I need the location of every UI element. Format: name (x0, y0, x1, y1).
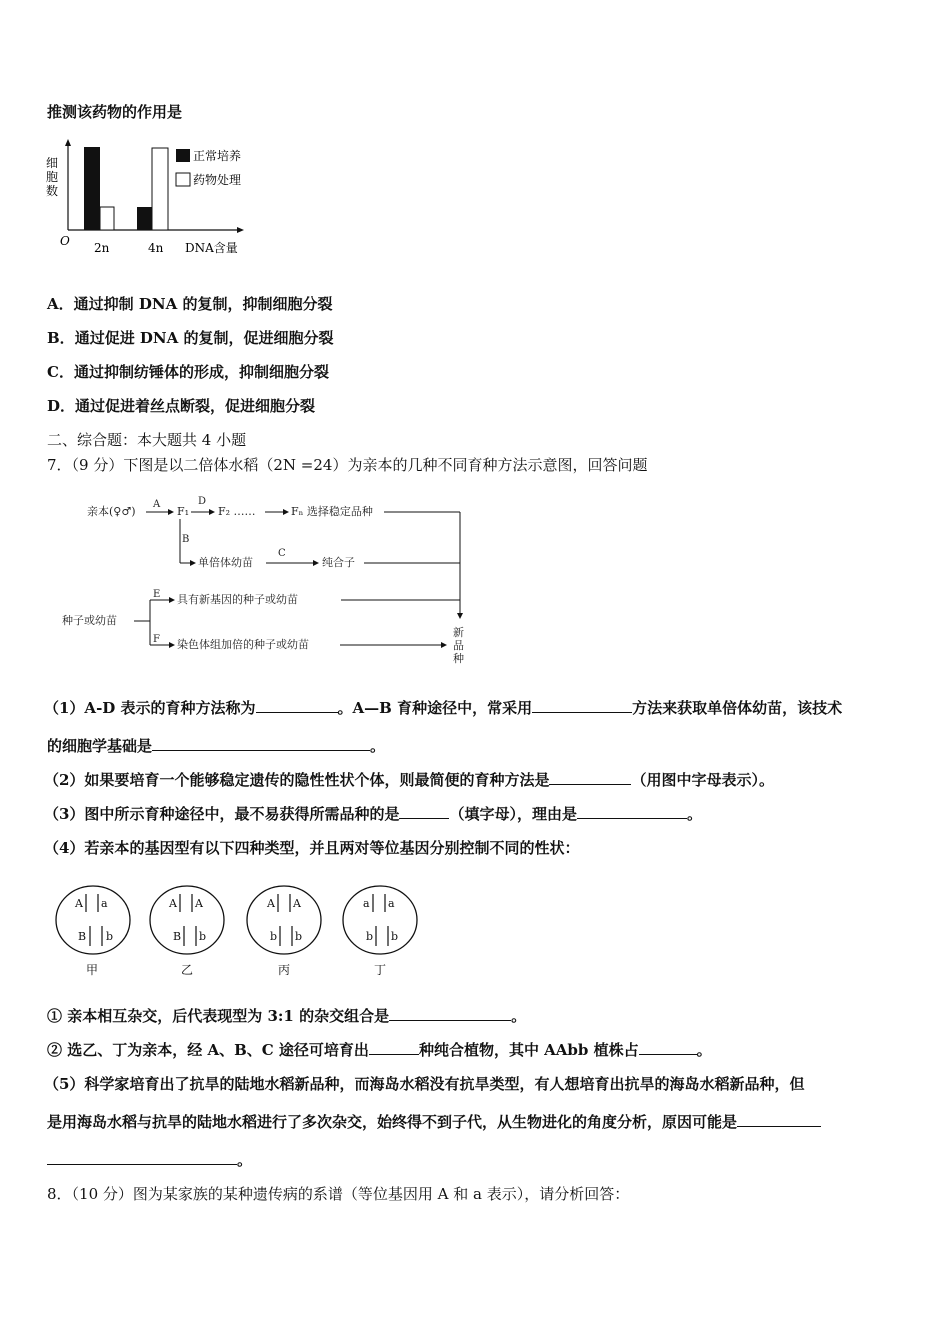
answer-blank-1c[interactable] (152, 736, 370, 751)
question-7-stem: 7．（9 分）下图是以二倍体水稻（2N =24）为亲本的几种不同育种方法示意图，回答问题 (47, 456, 648, 474)
svg-text:数: 数 (45, 184, 59, 198)
bar-2n-normal (84, 147, 100, 230)
answer-blank-1a[interactable] (256, 698, 338, 713)
answer-blank-2[interactable] (549, 770, 631, 785)
svg-text:Fₙ 选择稳定品种: Fₙ 选择稳定品种 (291, 505, 373, 518)
svg-text:F: F (153, 634, 160, 645)
seed-label: 种子或幼苗 (62, 614, 117, 627)
svg-text:A: A (267, 897, 275, 910)
parent-label: 亲本(♀♂) (87, 505, 136, 518)
bar-4n-drug (152, 148, 168, 230)
subquestion-1: （1）A-D 表示的育种方法称为 。A—B 育种途径中，常采用 方法来获取单倍体幼苗，该技术 (44, 699, 843, 717)
subquestion-5-end: 。 (47, 1150, 252, 1170)
cell-label-ding: 丁 (374, 963, 387, 977)
svg-text:A: A (195, 897, 203, 910)
cell-label-bing: 丙 (278, 963, 291, 977)
cell-label-jia: 甲 (86, 963, 99, 977)
answer-blank-4-2a[interactable] (369, 1040, 419, 1055)
cell-label-yi: 乙 (181, 963, 194, 977)
svg-text:b: b (391, 930, 399, 943)
answer-blank-3b[interactable] (577, 804, 687, 819)
svg-text:单倍体幼苗: 单倍体幼苗 (198, 556, 253, 569)
subquestion-2: （2）如果要培育一个能够稳定遗传的隐性性状个体，则最简便的育种方法是 （用图中字母表示）。 (44, 771, 774, 789)
question-8-stem: 8．（10 分）图为某家族的某种遗传病的系谱（等位基因用 A 和 a 表示），请分析回答： (47, 1185, 630, 1203)
svg-text:F₁: F₁ (177, 505, 190, 518)
svg-text:新: 新 (453, 626, 464, 639)
svg-text:种: 种 (453, 652, 464, 665)
answer-blank-1b[interactable] (532, 698, 632, 713)
legend-drug: 药物处理 (193, 173, 242, 187)
genotype-cells-figure (50, 882, 430, 980)
answer-blank-4-2b[interactable] (639, 1040, 697, 1055)
svg-text:D: D (198, 496, 207, 507)
x-tick-4n: 4n (148, 241, 164, 255)
svg-text:b: b (366, 930, 374, 943)
svg-text:B: B (182, 534, 190, 545)
bar-2n-drug (100, 207, 114, 230)
subquestion-5: （5）科学家培育出了抗旱的陆地水稻新品种，而海岛水稻没有抗旱类型，有人想培育出抗旱的海岛水稻新品种，但 (44, 1075, 805, 1093)
svg-text:B: B (173, 930, 182, 943)
subquestion-4-2: ② 选乙、丁为亲本，经 A、B、C 途径可培育出 种纯合植物，其中 AAbb 植株占 。 (47, 1041, 712, 1059)
svg-text:具有新基因的种子或幼苗: 具有新基因的种子或幼苗 (177, 593, 298, 606)
option-a[interactable]: A．通过抑制 DNA 的复制，抑制细胞分裂 (47, 295, 333, 313)
svg-text:A: A (75, 897, 83, 910)
svg-text:b: b (106, 930, 114, 943)
svg-text:胞: 胞 (45, 170, 59, 184)
option-b[interactable]: B．通过促进 DNA 的复制，促进细胞分裂 (47, 329, 334, 347)
x-axis-label: DNA含量 (185, 241, 238, 255)
answer-blank-4-1[interactable] (389, 1006, 511, 1021)
dna-content-bar-chart (40, 135, 270, 265)
x-tick-2n: 2n (94, 241, 110, 255)
svg-text:E: E (153, 589, 161, 600)
answer-blank-5b[interactable] (47, 1150, 237, 1165)
svg-text:纯合子: 纯合子 (322, 556, 355, 569)
subquestion-1-cont: 的细胞学基础是 。 (47, 737, 386, 755)
svg-text:b: b (270, 930, 278, 943)
legend-swatch-drug (176, 173, 190, 186)
svg-text:b: b (295, 930, 303, 943)
question-stem: 推测该药物的作用是 (47, 103, 183, 121)
legend-swatch-normal (176, 149, 190, 162)
subquestion-4-1: ① 亲本相互杂交，后代表现型为 3:1 的杂交组合是 。 (47, 1007, 527, 1025)
bar-4n-normal (137, 207, 152, 230)
svg-text:染色体组加倍的种子或幼苗: 染色体组加倍的种子或幼苗 (177, 638, 309, 651)
answer-blank-3a[interactable] (399, 804, 449, 819)
svg-text:A: A (293, 897, 301, 910)
svg-text:品: 品 (453, 639, 464, 652)
option-d[interactable]: D．通过促进着丝点断裂，促进细胞分裂 (47, 397, 316, 415)
svg-text:F₂ ……: F₂ …… (218, 505, 256, 518)
svg-text:a: a (388, 897, 395, 910)
subquestion-5-cont: 是用海岛水稻与抗旱的陆地水稻进行了多次杂交，始终得不到子代，从生物进化的角度分析，原因可能是 (47, 1112, 821, 1132)
svg-text:b: b (199, 930, 207, 943)
svg-text:A: A (153, 499, 161, 510)
legend-normal: 正常培养 (193, 149, 242, 163)
svg-text:C: C (278, 548, 286, 559)
subquestion-4: （4）若亲本的基因型有以下四种类型，并且两对等位基因分别控制不同的性状： (44, 839, 580, 857)
origin-label: O (60, 234, 70, 248)
option-c[interactable]: C．通过抑制纺锤体的形成，抑制细胞分裂 (47, 363, 329, 381)
svg-text:A: A (169, 897, 177, 910)
svg-text:B: B (78, 930, 87, 943)
breeding-methods-diagram (60, 490, 480, 675)
subquestion-3: （3）图中所示育种途径中，最不易获得所需品种的是 （填字母），理由是 。 (44, 805, 702, 823)
svg-text:a: a (363, 897, 370, 910)
svg-text:a: a (101, 897, 108, 910)
section-heading: 二、综合题：本大题共 4 小题 (47, 431, 247, 449)
answer-blank-5a[interactable] (737, 1112, 821, 1127)
y-axis-label: 细 (45, 156, 59, 170)
